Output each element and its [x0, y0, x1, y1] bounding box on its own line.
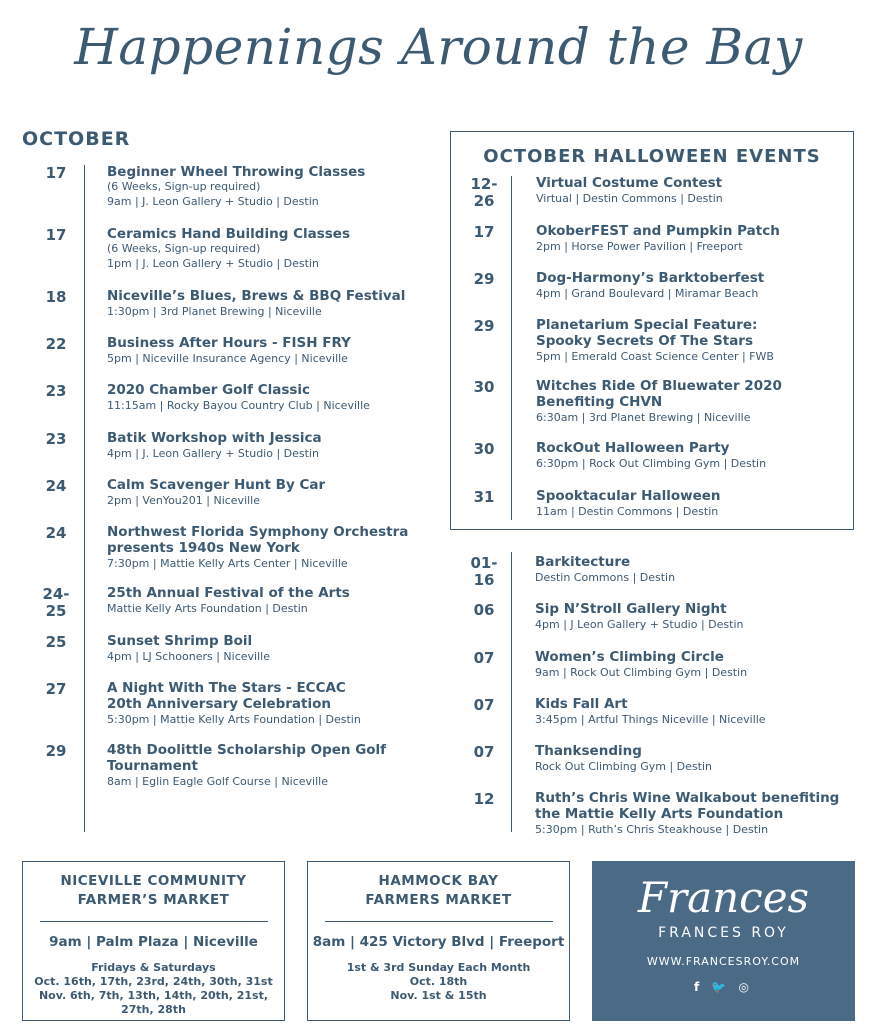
event-date [26, 586, 86, 620]
market-title-line1: HAMMOCK BAY [378, 873, 499, 889]
event-item [535, 554, 675, 585]
event-title: Spooky Secrets Of The Stars [536, 333, 754, 349]
event-title: presents 1940s New York [107, 540, 300, 556]
event-date-line: 26 [473, 192, 495, 210]
event-detail: 4pm | J. Leon Gallery + Studio | Destin [107, 447, 319, 460]
frances-roy-brand-box [592, 861, 855, 1021]
event-date [454, 650, 514, 667]
brand-name: FRANCES ROY [658, 925, 789, 941]
event-item [107, 288, 405, 319]
event-date [454, 791, 514, 808]
event-title: 25th Annual Festival of the Arts [107, 585, 350, 601]
event-date [26, 743, 86, 760]
event-detail: 5:30pm | Ruth’s Chris Steakhouse | Destin [535, 823, 769, 836]
event-detail: Rock Out Climbing Gym | Destin [535, 760, 712, 773]
event-date-line: 29 [473, 270, 495, 288]
event-date [454, 555, 514, 589]
event-item [536, 270, 764, 301]
event-item [107, 742, 386, 789]
event-date-line: 07 [473, 743, 495, 761]
event-date-line: 06 [473, 601, 495, 619]
event-date [26, 634, 86, 651]
event-detail: 5pm | Niceville Insurance Agency | Niceville [107, 352, 348, 365]
event-date-line: 24 [45, 524, 67, 542]
event-date-line: 12 [473, 790, 495, 808]
event-item [107, 633, 270, 664]
event-date-line: 16 [473, 571, 495, 589]
event-item [536, 175, 723, 206]
event-item [536, 223, 780, 254]
event-title: Women’s Climbing Circle [535, 649, 724, 665]
event-date [454, 744, 514, 761]
event-date [454, 176, 514, 210]
market-sched-line: Fridays & Saturdays [91, 961, 216, 974]
market-title-line1: NICEVILLE COMMUNITY [60, 873, 247, 889]
market-rule [40, 921, 268, 922]
event-date [454, 318, 514, 335]
event-title: 20th Anniversary Celebration [107, 696, 332, 712]
event-date-line: 12- [470, 175, 498, 193]
event-title: Dog-Harmony’s Barktoberfest [536, 270, 765, 286]
hammock-bay-market-box [307, 861, 570, 1021]
page-title: Happenings Around the Bay [74, 18, 803, 76]
event-title: Calm Scavenger Hunt By Car [107, 477, 326, 493]
event-subtitle: (6 Weeks, Sign-up required) [107, 242, 261, 255]
event-title: A Night With The Stars - ECCAC [107, 680, 346, 696]
event-detail: 6:30pm | Rock Out Climbing Gym | Destin [536, 457, 767, 470]
event-title: Sip N’Stroll Gallery Night [535, 601, 727, 617]
event-date [26, 681, 86, 698]
event-item [107, 382, 370, 413]
event-item [107, 430, 322, 461]
market-rule [325, 921, 553, 922]
market-main: 8am | 425 Victory Blvd | Freeport [312, 934, 565, 950]
event-detail: 9am | Rock Out Climbing Gym | Destin [535, 666, 748, 679]
event-detail: Destin Commons | Destin [535, 571, 676, 584]
event-item [535, 696, 766, 727]
event-detail: 2pm | Horse Power Pavilion | Freeport [536, 240, 743, 253]
event-date-line: 29 [45, 742, 67, 760]
event-date [454, 379, 514, 396]
event-title: 48th Doolittle Scholarship Open Golf [107, 742, 387, 758]
event-detail: 8am | Eglin Eagle Golf Course | Niceville [107, 775, 328, 788]
event-title: Virtual Costume Contest [536, 175, 723, 191]
market-title-line2: FARMERS MARKET [365, 892, 512, 908]
market-sched-line: 1st & 3rd Sunday Each Month [346, 961, 531, 974]
event-title: Business After Hours - FISH FRY [107, 335, 351, 351]
event-item [535, 743, 712, 774]
social-icons[interactable]: f 🐦 ◎ [694, 980, 753, 994]
event-title: Kids Fall Art [535, 696, 628, 712]
event-date-line: 25 [45, 633, 67, 651]
event-item [535, 790, 839, 837]
october-heading: OCTOBER [22, 128, 131, 150]
event-item [107, 335, 351, 366]
event-subtitle: (6 Weeks, Sign-up required) [107, 180, 261, 193]
event-date [26, 525, 86, 542]
event-date-line: 01- [470, 554, 498, 572]
event-date [454, 441, 514, 458]
event-title: the Mattie Kelly Arts Foundation [535, 806, 784, 822]
november-divider [511, 552, 512, 832]
event-date [26, 165, 86, 182]
event-date [454, 271, 514, 288]
event-detail: 4pm | Grand Boulevard | Miramar Beach [536, 287, 759, 300]
event-title: Beginner Wheel Throwing Classes [107, 164, 366, 180]
event-item [107, 477, 325, 508]
event-title: Niceville’s Blues, Brews & BBQ Festival [107, 288, 406, 304]
event-detail: 2pm | VenYou201 | Niceville [107, 494, 261, 507]
event-date [454, 489, 514, 506]
event-title: Barkitecture [535, 554, 631, 570]
brand-url[interactable]: WWW.FRANCESROY.COM [646, 955, 801, 968]
event-detail: 4pm | J Leon Gallery + Studio | Destin [535, 618, 744, 631]
event-date-line: 17 [473, 223, 495, 241]
event-title: RockOut Halloween Party [536, 440, 730, 456]
event-item [107, 680, 361, 727]
market-sched-line: Nov. 1st & 15th [390, 989, 487, 1002]
event-detail: 5:30pm | Mattie Kelly Arts Foundation | Destin [107, 713, 361, 726]
event-date [26, 431, 86, 448]
market-sched-line: Nov. 6th, 7th, 13th, 14th, 20th, 21st, [38, 989, 269, 1002]
event-date [454, 602, 514, 619]
event-item [536, 440, 766, 471]
event-date [26, 227, 86, 244]
event-detail: 1:30pm | 3rd Planet Brewing | Niceville [107, 305, 322, 318]
event-detail: 1pm | J. Leon Gallery + Studio | Destin [107, 257, 319, 270]
event-date-line: 23 [45, 382, 67, 400]
event-detail: 11am | Destin Commons | Destin [536, 505, 719, 518]
event-item [107, 226, 350, 271]
event-date [454, 224, 514, 241]
event-date [26, 478, 86, 495]
event-date-line: 17 [45, 164, 67, 182]
market-sched-line: 27th, 28th [121, 1003, 186, 1016]
event-detail: 6:30am | 3rd Planet Brewing | Niceville [536, 411, 751, 424]
event-date-line: 07 [473, 696, 495, 714]
event-detail: 4pm | LJ Schooners | Niceville [107, 650, 270, 663]
event-item [535, 601, 743, 632]
event-date-line: 31 [473, 488, 495, 506]
event-detail: Mattie Kelly Arts Foundation | Destin [107, 602, 308, 615]
market-title-line2: FARMER’S MARKET [77, 892, 230, 908]
event-title: Planetarium Special Feature: [536, 317, 758, 333]
event-date-line: 30 [473, 440, 495, 458]
event-title: Batik Workshop with Jessica [107, 430, 322, 446]
event-date-line: 22 [45, 335, 67, 353]
event-title: OkoberFEST and Pumpkin Patch [536, 223, 780, 239]
october-divider [84, 165, 85, 832]
event-item [107, 585, 350, 616]
event-item [536, 488, 721, 519]
event-date-line: 25 [45, 602, 67, 620]
event-title: Sunset Shrimp Boil [107, 633, 253, 649]
event-title: Ruth’s Chris Wine Walkabout benefiting [535, 790, 840, 806]
event-date-line: 17 [45, 226, 67, 244]
event-detail: 9am | J. Leon Gallery + Studio | Destin [107, 195, 319, 208]
event-title: Northwest Florida Symphony Orchestra [107, 524, 409, 540]
event-item [107, 164, 365, 209]
event-item [536, 317, 774, 364]
event-date [26, 336, 86, 353]
event-date-line: 18 [45, 288, 67, 306]
event-detail: 3:45pm | Artful Things Niceville | Niceville [535, 713, 766, 726]
event-date-line: 24- [42, 585, 70, 603]
event-date-line: 30 [473, 378, 495, 396]
event-title: Spooktacular Halloween [536, 488, 721, 504]
event-date-line: 24 [45, 477, 67, 495]
market-sched-line: Oct. 18th [409, 975, 468, 988]
niceville-market-box [22, 861, 285, 1021]
event-detail: 5pm | Emerald Coast Science Center | FWB [536, 350, 774, 363]
market-sched-line: Oct. 16th, 17th, 23rd, 24th, 30th, 31st [34, 975, 273, 988]
event-date [26, 289, 86, 306]
event-date [454, 697, 514, 714]
event-title: Thanksending [535, 743, 642, 759]
event-date-line: 27 [45, 680, 67, 698]
halloween-heading: OCTOBER HALLOWEEN EVENTS [483, 146, 821, 167]
event-date-line: 23 [45, 430, 67, 448]
event-item [535, 649, 747, 680]
event-item [536, 378, 782, 425]
event-title: Benefiting CHVN [536, 394, 663, 410]
signature-logo: Frances [637, 873, 810, 922]
market-main: 9am | Palm Plaza | Niceville [49, 934, 258, 950]
event-date-line: 29 [473, 317, 495, 335]
event-detail: 7:30pm | Mattie Kelly Arts Center | Niceville [107, 557, 348, 570]
event-item [107, 524, 408, 571]
event-title: Tournament [107, 758, 198, 774]
event-date-line: 07 [473, 649, 495, 667]
event-detail: Virtual | Destin Commons | Destin [536, 192, 723, 205]
event-title: Ceramics Hand Building Classes [107, 226, 350, 242]
event-title: Witches Ride Of Bluewater 2020 [536, 378, 782, 394]
event-date [26, 383, 86, 400]
event-detail: 11:15am | Rocky Bayou Country Club | Niceville [107, 399, 370, 412]
event-title: 2020 Chamber Golf Classic [107, 382, 311, 398]
